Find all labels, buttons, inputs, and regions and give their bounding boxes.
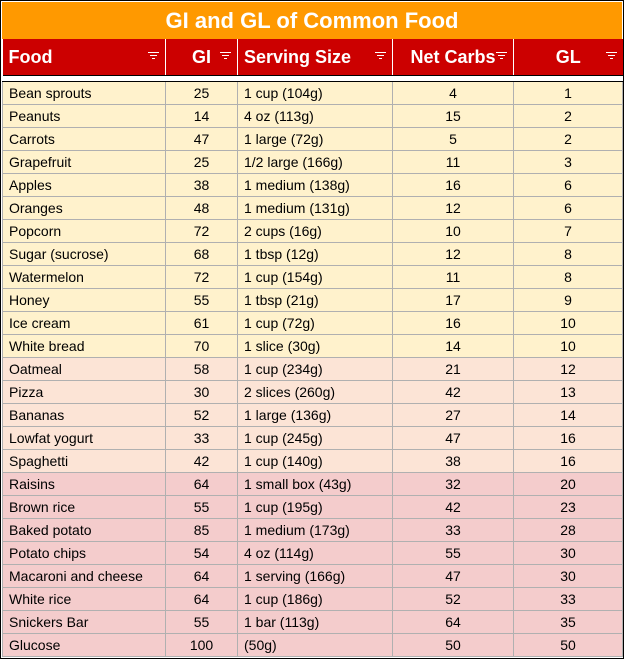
table-row xyxy=(3,542,623,565)
cell-gi[interactable]: 47 xyxy=(166,128,238,151)
cell-net-carbs[interactable]: 4 xyxy=(393,82,514,105)
cell-food[interactable]: Bean sprouts xyxy=(3,82,166,105)
filter-dropdown-icon[interactable] xyxy=(496,52,507,61)
cell-gi[interactable]: 58 xyxy=(166,358,238,381)
column-header-gl xyxy=(514,39,623,76)
cell-gi[interactable]: 68 xyxy=(166,243,238,266)
cell-food[interactable]: Spaghetti xyxy=(3,450,166,473)
cell-net-carbs[interactable]: 16 xyxy=(393,174,514,197)
cell-gl[interactable]: 3 xyxy=(514,151,623,174)
cell-gl[interactable]: 13 xyxy=(514,381,623,404)
cell-serving-size[interactable]: 1 cup (186g) xyxy=(238,588,393,611)
cell-gi[interactable]: 55 xyxy=(166,611,238,634)
cell-net-carbs[interactable]: 11 xyxy=(393,266,514,289)
cell-gl[interactable]: 14 xyxy=(514,404,623,427)
column-header-food xyxy=(3,39,166,76)
column-header-label: Food xyxy=(8,46,53,67)
cell-net-carbs[interactable]: 47 xyxy=(393,427,514,450)
cell-serving-size[interactable]: 1 cup (140g) xyxy=(238,450,393,473)
column-header-label: Serving Size xyxy=(244,46,352,67)
cell-gl[interactable]: 9 xyxy=(514,289,623,312)
cell-gl[interactable]: 16 xyxy=(514,427,623,450)
table-row xyxy=(3,82,623,105)
cell-serving-size[interactable]: 1 medium (138g) xyxy=(238,174,393,197)
cell-food[interactable]: Honey xyxy=(3,289,166,312)
cell-net-carbs[interactable]: 42 xyxy=(393,381,514,404)
cell-food[interactable]: Ice cream xyxy=(3,312,166,335)
column-header-net-carbs xyxy=(393,39,514,76)
cell-serving-size[interactable]: 4 oz (114g) xyxy=(238,542,393,565)
column-header-gi xyxy=(166,39,238,76)
cell-net-carbs[interactable]: 42 xyxy=(393,496,514,519)
filter-dropdown-icon[interactable] xyxy=(606,52,617,61)
cell-serving-size[interactable]: 1 medium (131g) xyxy=(238,197,393,220)
cell-gi[interactable]: 25 xyxy=(166,151,238,174)
cell-gi[interactable]: 38 xyxy=(166,174,238,197)
table-row xyxy=(3,335,623,358)
cell-gl[interactable]: 1 xyxy=(514,82,623,105)
cell-food[interactable]: White rice xyxy=(3,588,166,611)
cell-net-carbs[interactable]: 32 xyxy=(393,473,514,496)
cell-serving-size[interactable]: 1 serving (166g) xyxy=(238,565,393,588)
table-row xyxy=(3,634,623,657)
table-row xyxy=(3,105,623,128)
cell-food[interactable]: Snickers Bar xyxy=(3,611,166,634)
table-row xyxy=(3,220,623,243)
cell-serving-size[interactable]: 1 cup (245g) xyxy=(238,427,393,450)
cell-gl[interactable]: 28 xyxy=(514,519,623,542)
cell-serving-size[interactable]: 4 oz (113g) xyxy=(238,105,393,128)
cell-serving-size[interactable]: 1 cup (72g) xyxy=(238,312,393,335)
table-row xyxy=(3,312,623,335)
cell-gi[interactable]: 48 xyxy=(166,197,238,220)
cell-food[interactable]: Peanuts xyxy=(3,105,166,128)
cell-gl[interactable]: 16 xyxy=(514,450,623,473)
table-row xyxy=(3,450,623,473)
table-row xyxy=(3,266,623,289)
cell-serving-size[interactable]: 1 cup (104g) xyxy=(238,82,393,105)
cell-serving-size[interactable]: 1 slice (30g) xyxy=(238,335,393,358)
cell-gi[interactable]: 85 xyxy=(166,519,238,542)
cell-food[interactable]: Oranges xyxy=(3,197,166,220)
cell-gi[interactable]: 100 xyxy=(166,634,238,657)
cell-net-carbs[interactable]: 52 xyxy=(393,588,514,611)
cell-gl[interactable]: 35 xyxy=(514,611,623,634)
cell-net-carbs[interactable]: 55 xyxy=(393,542,514,565)
filter-dropdown-icon[interactable] xyxy=(375,52,386,61)
cell-food[interactable]: Glucose xyxy=(3,634,166,657)
cell-net-carbs[interactable]: 64 xyxy=(393,611,514,634)
table-body xyxy=(3,76,623,657)
table-row xyxy=(3,588,623,611)
cell-net-carbs[interactable]: 10 xyxy=(393,220,514,243)
cell-net-carbs[interactable]: 47 xyxy=(393,565,514,588)
cell-food[interactable]: Carrots xyxy=(3,128,166,151)
cell-serving-size[interactable]: 1 small box (43g) xyxy=(238,473,393,496)
cell-food[interactable]: Baked potato xyxy=(3,519,166,542)
cell-net-carbs[interactable]: 12 xyxy=(393,243,514,266)
cell-food[interactable]: Watermelon xyxy=(3,266,166,289)
cell-net-carbs[interactable]: 50 xyxy=(393,634,514,657)
cell-gl[interactable]: 50 xyxy=(514,634,623,657)
cell-net-carbs[interactable]: 16 xyxy=(393,312,514,335)
cell-serving-size[interactable]: 1 medium (173g) xyxy=(238,519,393,542)
cell-gl[interactable]: 8 xyxy=(514,266,623,289)
cell-serving-size[interactable]: 2 slices (260g) xyxy=(238,381,393,404)
cell-serving-size[interactable]: (50g) xyxy=(238,634,393,657)
cell-serving-size[interactable]: 1 cup (234g) xyxy=(238,358,393,381)
cell-gi[interactable]: 33 xyxy=(166,427,238,450)
table-row xyxy=(3,473,623,496)
table-title: GI and GL of Common Food xyxy=(2,2,622,39)
column-header-label: Net Carbs xyxy=(410,46,496,67)
table-row xyxy=(3,358,623,381)
cell-gl[interactable]: 7 xyxy=(514,220,623,243)
cell-serving-size[interactable]: 1/2 large (166g) xyxy=(238,151,393,174)
table-row xyxy=(3,519,623,542)
table-row xyxy=(3,565,623,588)
cell-net-carbs[interactable]: 14 xyxy=(393,335,514,358)
cell-serving-size[interactable]: 1 cup (195g) xyxy=(238,496,393,519)
cell-food[interactable]: Raisins xyxy=(3,473,166,496)
cell-gi[interactable]: 72 xyxy=(166,266,238,289)
cell-gi[interactable]: 61 xyxy=(166,312,238,335)
cell-gl[interactable]: 33 xyxy=(514,588,623,611)
cell-gi[interactable]: 64 xyxy=(166,588,238,611)
cell-food[interactable]: Sugar (sucrose) xyxy=(3,243,166,266)
header-row xyxy=(3,39,623,76)
table-row xyxy=(3,128,623,151)
cell-gl[interactable]: 12 xyxy=(514,358,623,381)
table-row xyxy=(3,404,623,427)
table-row xyxy=(3,197,623,220)
cell-serving-size[interactable]: 1 large (72g) xyxy=(238,128,393,151)
cell-gi[interactable]: 64 xyxy=(166,565,238,588)
cell-food[interactable]: Brown rice xyxy=(3,496,166,519)
cell-net-carbs[interactable]: 15 xyxy=(393,105,514,128)
cell-gi[interactable]: 64 xyxy=(166,473,238,496)
table-row xyxy=(3,427,623,450)
cell-net-carbs[interactable]: 5 xyxy=(393,128,514,151)
cell-gl[interactable]: 2 xyxy=(514,128,623,151)
cell-gl[interactable]: 30 xyxy=(514,542,623,565)
cell-gl[interactable]: 30 xyxy=(514,565,623,588)
food-table xyxy=(2,39,623,657)
cell-food[interactable]: Potato chips xyxy=(3,542,166,565)
cell-food[interactable]: Popcorn xyxy=(3,220,166,243)
cell-serving-size[interactable]: 2 cups (16g) xyxy=(238,220,393,243)
cell-food[interactable]: Oatmeal xyxy=(3,358,166,381)
cell-gi[interactable]: 30 xyxy=(166,381,238,404)
cell-food[interactable]: Apples xyxy=(3,174,166,197)
cell-food[interactable]: Lowfat yogurt xyxy=(3,427,166,450)
cell-gl[interactable]: 2 xyxy=(514,105,623,128)
cell-gl[interactable]: 10 xyxy=(514,335,623,358)
table-row xyxy=(3,243,623,266)
table-row xyxy=(3,151,623,174)
table-row xyxy=(3,381,623,404)
filter-dropdown-icon[interactable] xyxy=(220,52,231,61)
column-header-label: GL xyxy=(555,46,581,67)
cell-serving-size[interactable]: 1 large (136g) xyxy=(238,404,393,427)
cell-net-carbs[interactable]: 17 xyxy=(393,289,514,312)
cell-gi[interactable]: 42 xyxy=(166,450,238,473)
cell-gl[interactable]: 20 xyxy=(514,473,623,496)
cell-gi[interactable]: 52 xyxy=(166,404,238,427)
table-row xyxy=(3,611,623,634)
cell-net-carbs[interactable]: 11 xyxy=(393,151,514,174)
cell-net-carbs[interactable]: 27 xyxy=(393,404,514,427)
cell-gl[interactable]: 10 xyxy=(514,312,623,335)
filter-dropdown-icon[interactable] xyxy=(148,52,159,61)
cell-net-carbs[interactable]: 12 xyxy=(393,197,514,220)
cell-gl[interactable]: 23 xyxy=(514,496,623,519)
table-row xyxy=(3,289,623,312)
cell-gi[interactable]: 25 xyxy=(166,82,238,105)
table-row xyxy=(3,174,623,197)
cell-serving-size[interactable]: 1 cup (154g) xyxy=(238,266,393,289)
cell-food[interactable]: Bananas xyxy=(3,404,166,427)
cell-net-carbs[interactable]: 21 xyxy=(393,358,514,381)
cell-gi[interactable]: 14 xyxy=(166,105,238,128)
cell-serving-size[interactable]: 1 bar (113g) xyxy=(238,611,393,634)
cell-food[interactable]: Macaroni and cheese xyxy=(3,565,166,588)
cell-gi[interactable]: 72 xyxy=(166,220,238,243)
cell-net-carbs[interactable]: 38 xyxy=(393,450,514,473)
cell-gl[interactable]: 6 xyxy=(514,197,623,220)
table-row xyxy=(3,496,623,519)
cell-food[interactable]: Grapefruit xyxy=(3,151,166,174)
column-header-serving-size xyxy=(238,39,393,76)
cell-gl[interactable]: 6 xyxy=(514,174,623,197)
cell-gi[interactable]: 55 xyxy=(166,496,238,519)
cell-food[interactable]: White bread xyxy=(3,335,166,358)
column-header-label: GI xyxy=(191,46,211,67)
cell-gi[interactable]: 54 xyxy=(166,542,238,565)
cell-gi[interactable]: 70 xyxy=(166,335,238,358)
cell-food[interactable]: Pizza xyxy=(3,381,166,404)
cell-gi[interactable]: 55 xyxy=(166,289,238,312)
cell-net-carbs[interactable]: 33 xyxy=(393,519,514,542)
cell-serving-size[interactable]: 1 tbsp (12g) xyxy=(238,243,393,266)
cell-gl[interactable]: 8 xyxy=(514,243,623,266)
cell-serving-size[interactable]: 1 tbsp (21g) xyxy=(238,289,393,312)
